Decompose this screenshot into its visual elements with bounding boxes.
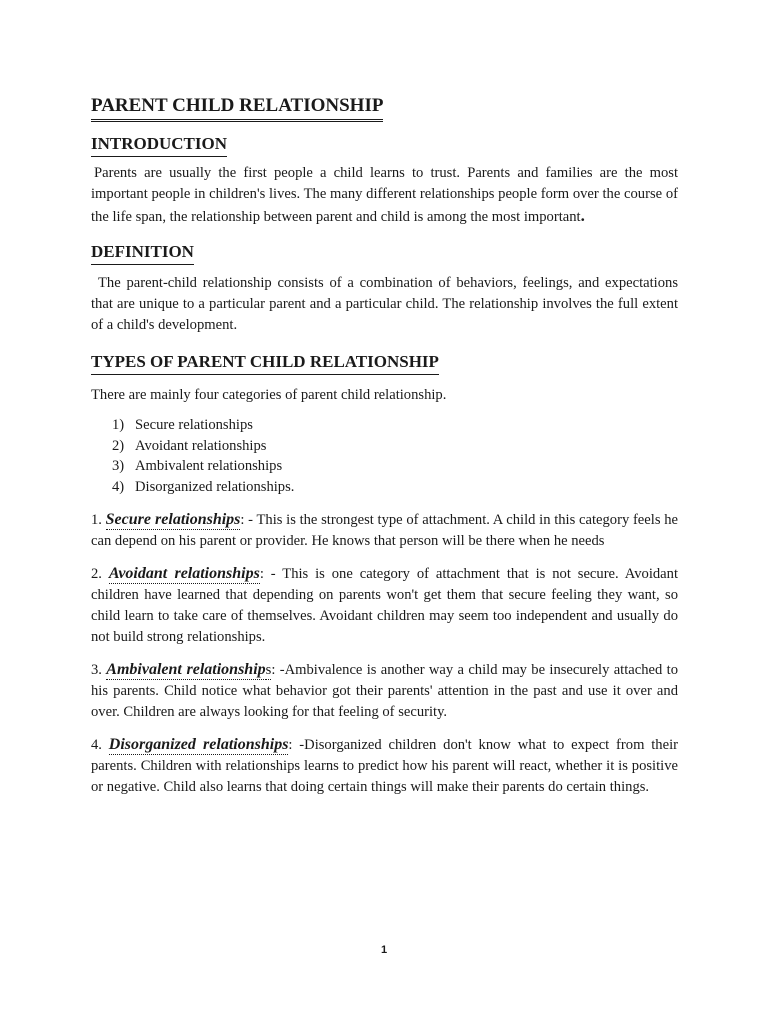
detail-text: This is the strongest type of attachment. A child in this category feels he can depend on his parent or provider. He knows that person will be there when he needs	[91, 512, 678, 549]
detail-separator: : -	[259, 566, 283, 582]
types-heading: TYPES OF PARENT CHILD RELATIONSHIP	[91, 350, 439, 375]
list-item-label: Disorganized relationships.	[135, 478, 295, 495]
introduction-heading: INTRODUCTION	[91, 132, 227, 157]
detail-separator: : -	[288, 737, 305, 753]
list-item	[112, 415, 678, 436]
list-item	[112, 477, 678, 498]
types-list	[91, 415, 678, 497]
detail-separator: : -	[271, 662, 285, 678]
document-title: PARENT CHILD RELATIONSHIP	[91, 93, 383, 122]
detail-term-tail: s	[265, 662, 272, 678]
detail-avoidant	[91, 563, 678, 648]
detail-secure	[91, 509, 678, 552]
introduction-end-mark: .	[580, 206, 585, 225]
list-item-label: Secure relationships	[135, 417, 253, 433]
list-item-label: Avoidant relationships	[135, 437, 267, 454]
detail-term: Disorganized relationships	[108, 736, 289, 753]
detail-separator: : -	[240, 512, 257, 528]
detail-ambivalent	[91, 659, 678, 723]
detail-term: Avoidant relationships	[108, 565, 260, 582]
introduction-paragraph	[91, 163, 678, 228]
list-item-number: 3)	[112, 458, 125, 474]
detail-disorganized	[91, 734, 678, 798]
page-number: 1	[380, 944, 388, 956]
definition-paragraph: The parent-child relationship consists of a combination of behaviors, feelings, and expectations that are unique to a particular parent and a particular child. The relationship involves the full extent of a child's development.	[91, 275, 678, 333]
list-item	[112, 436, 678, 457]
definition-heading: DEFINITION	[91, 240, 194, 265]
detail-term: Secure relationships	[105, 511, 241, 528]
types-intro: There are mainly four categories of parent child relationship.	[91, 387, 447, 403]
detail-number: 4.	[91, 737, 109, 753]
detail-text: Ambivalence is another way a child may be insecurely attached to his parents. Child notice what behavior got their parents' attention in the past and use it over and over. Children are always looking for that feeling of security.	[91, 662, 678, 720]
detail-text: Disorganized children don't know what to expect from their parents. Children with relationships learns to predict how his parent will react, whether it is positive or negative. Child also learns that doing certain things will make their parents do certain things.	[91, 737, 678, 795]
introduction-text: Parents are usually the first people a child learns to trust. Parents and families are the most important people in children's lives. The many different relationships people form over the course of the life span, the relationship between parent and child is among the most important	[91, 165, 678, 225]
detail-text: This is one category of attachment that is not secure. Avoidant children have learned that depending on parents won't get them that secure feeling they want, so child learn to take care of themselves. Avoidant children may seem too independent and usually do not build strong relationships.	[91, 566, 679, 645]
list-item-number: 1)	[112, 417, 125, 433]
list-item-label: Ambivalent relationships	[135, 458, 283, 474]
detail-term: Ambivalent relationship	[106, 661, 266, 678]
detail-number: 1.	[91, 512, 106, 528]
document-page	[91, 93, 678, 798]
list-item-number: 2)	[112, 437, 125, 454]
list-item-number: 4)	[112, 478, 125, 495]
detail-number: 3.	[91, 662, 107, 678]
detail-number: 2.	[91, 566, 109, 582]
list-item	[112, 456, 678, 477]
